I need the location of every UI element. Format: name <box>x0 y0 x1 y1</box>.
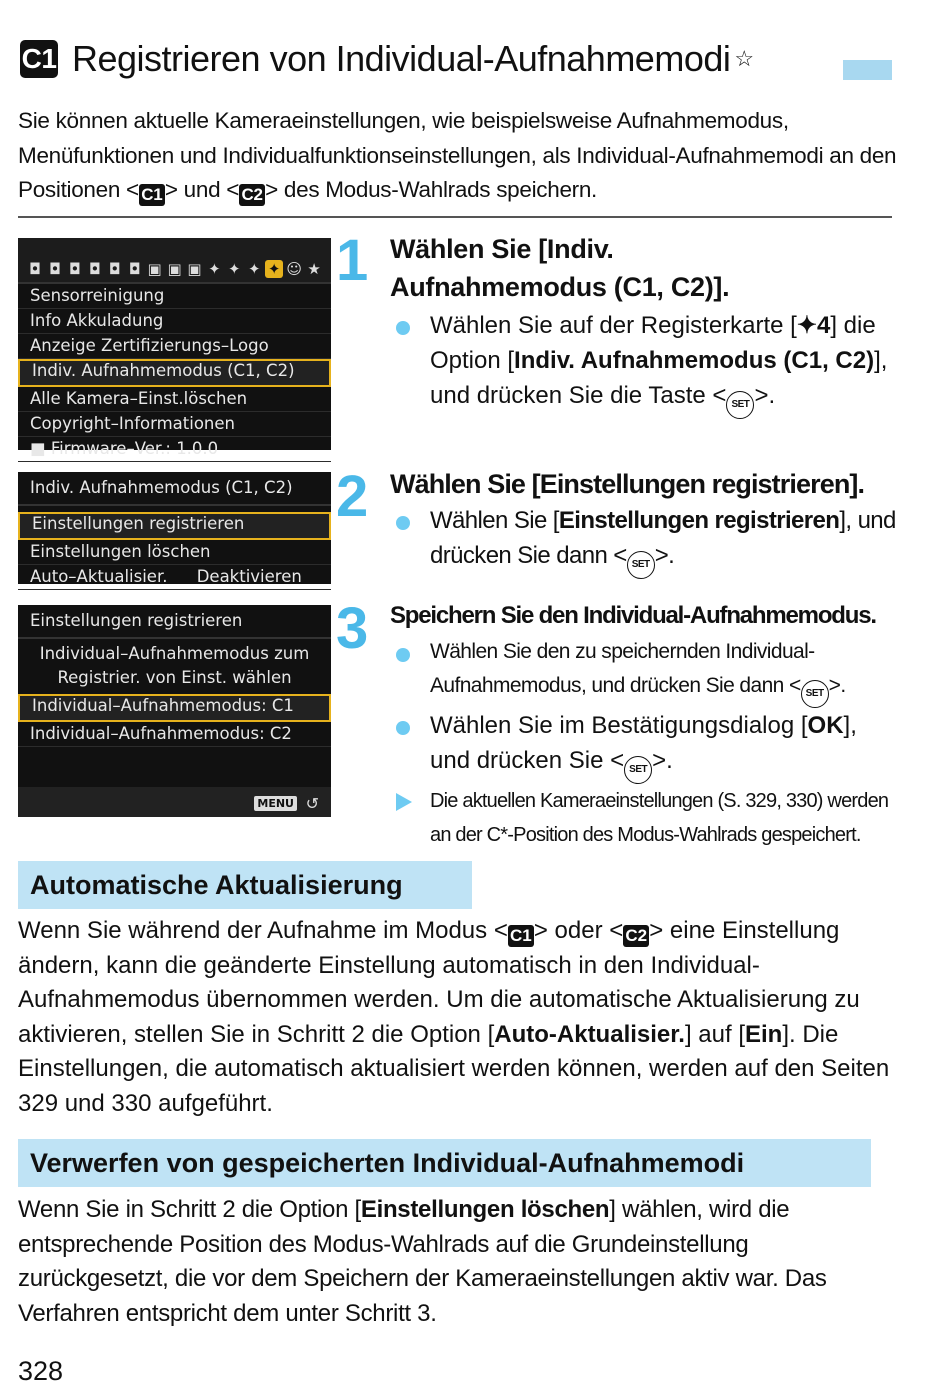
intro-text-3: > des Modus-Wahlrads speichern. <box>265 177 598 202</box>
step-bullet <box>390 308 890 419</box>
step-bullet <box>390 708 900 784</box>
tab-icon: ✦ <box>247 260 261 278</box>
bullet-text: Wählen Sie [ <box>430 507 559 534</box>
step-title: Speichern Sie den Individual-Aufnahmemodus. <box>390 602 876 629</box>
step-number: 3 <box>336 596 369 661</box>
step-3 <box>390 597 900 852</box>
para-text: ]. Die Einstellungen, die automatisch aktualisiert werden können, werden auf den Seiten 329 und 330 aufgeführt. <box>18 1020 890 1117</box>
page-title <box>20 38 754 80</box>
step-number: 2 <box>336 464 369 529</box>
bullet-bold: Einstellungen registrieren <box>558 507 840 534</box>
step-bullet <box>390 503 900 579</box>
star-icon: ☆ <box>734 46 754 71</box>
bullet-text: >. <box>828 674 846 697</box>
tab-icon: ◘ <box>48 260 61 278</box>
tab-icon: ◘ <box>88 260 101 278</box>
firmware-label: Firmware–Ver.: 1.0.0 <box>50 439 219 458</box>
camera-screen-register <box>18 472 331 584</box>
step-title: Wählen Sie [Indiv. Aufnahmemodus (C1, C2)]. <box>390 234 730 302</box>
page-number: 328 <box>18 1356 64 1386</box>
c1-mode-icon: C1 <box>508 925 534 947</box>
title-accent-bar <box>843 60 892 80</box>
menu-item-selected: Individual–Aufnahmemodus: C1 <box>18 694 331 722</box>
set-button-icon: SET <box>726 391 754 419</box>
tab-icon: ▣ <box>187 260 202 278</box>
menu-tab-bar <box>18 238 331 284</box>
menu-item-selected: Indiv. Aufnahmemodus (C1, C2) <box>18 359 331 387</box>
menu-item-firmware <box>18 437 331 462</box>
setup-tab-label: ✦4 <box>796 312 831 339</box>
section-paragraph <box>18 1193 898 1331</box>
step-bullet <box>390 635 900 708</box>
tab-icon: ◘ <box>68 260 81 278</box>
bullet-bold: Indiv. Aufnahmemodus (C1, C2) <box>514 347 875 374</box>
c1-mode-icon: C1 <box>20 40 58 78</box>
bullet-text: ], und drücken Sie < <box>430 712 857 774</box>
menu-item: Alle Kamera–Einst.löschen <box>18 387 331 412</box>
tab-icon: ★ <box>307 260 321 278</box>
c1-mode-icon: C1 <box>139 184 165 206</box>
menu-item-auto-update <box>18 565 331 590</box>
camera-screen-menu <box>18 238 331 458</box>
tab-icon: ▣ <box>147 260 162 278</box>
tab-icon: ◘ <box>108 260 121 278</box>
screen-instruction: Individual–Aufnahmemodus zum <box>39 644 310 663</box>
section-heading: Automatische Aktualisierung <box>18 861 472 909</box>
auto-update-value: Deaktivieren <box>196 567 302 586</box>
divider <box>18 216 892 218</box>
tab-icon: ✦ <box>228 260 241 278</box>
bullet-text: Wählen Sie auf der Registerkarte [ <box>430 312 797 339</box>
step-1 <box>390 230 890 419</box>
menu-item: Info Akkuladung <box>18 309 331 334</box>
menu-item: Sensorreinigung <box>18 284 331 309</box>
tab-icon: ☺ <box>286 260 302 278</box>
bullet-text: ] die Option [ <box>430 312 876 374</box>
bullet-text: >. <box>652 747 673 774</box>
section-paragraph <box>18 914 898 1122</box>
menu-item: Individual–Aufnahmemodus: C2 <box>18 722 331 747</box>
intro-paragraph <box>18 104 898 208</box>
screen-header: Einstellungen registrieren <box>18 605 331 639</box>
bullet-text: ], und drücken Sie die Taste < <box>430 347 888 409</box>
bullet-text: ], und drücken Sie dann < <box>430 507 896 569</box>
tab-icon: ◘ <box>128 260 141 278</box>
menu-item: Einstellungen löschen <box>18 540 331 565</box>
para-text: > eine Einstellung ändern, kann die geänderte Einstellung automatisch in den Individual-Aufnahmemodus übernommen werden. Um die automatische Aktualisierung zu aktivieren, stellen Sie in Schritt 2 die Option [ <box>18 917 860 1048</box>
para-bold: Einstellungen löschen <box>360 1196 610 1223</box>
page-title-text: Registrieren von Individual-Aufnahmemodi <box>72 38 731 79</box>
section-heading: Verwerfen von gespeicherten Individual-Aufnahmemodi <box>18 1139 871 1187</box>
para-bold: Ein <box>745 1020 783 1048</box>
intro-text-2: > und < <box>164 177 240 202</box>
set-button-icon: SET <box>627 551 655 579</box>
tab-icon-active: ✦ <box>265 260 283 278</box>
step-number: 1 <box>336 228 369 293</box>
menu-item: Copyright–Informationen <box>18 412 331 437</box>
tab-icon: ◘ <box>29 260 41 278</box>
bullet-text: Wählen Sie den zu speichernden Individual-Aufnahmemodus, und drücken Sie dann < <box>430 640 815 697</box>
para-text: ] wählen, wird die entsprechende Position des Modus-Wahlrads auf die Grundeinstellung zurückgesetzt, die vor dem Speichern der Kameraeinstellungen aktiv war. Das Verfahren entspricht dem unter Schritt 3. <box>18 1196 827 1327</box>
screen-header: Indiv. Aufnahmemodus (C1, C2) <box>18 472 331 506</box>
screen-instruction: Registrier. von Einst. wählen <box>57 668 292 687</box>
para-text: ] auf [ <box>684 1020 745 1048</box>
screen-footer <box>18 787 331 817</box>
step-result: Die aktuellen Kameraeinstellungen (S. 329, 330) werden an der C*-Position des Modus-Wahlrads gespeichert. <box>390 784 900 852</box>
para-text: Wenn Sie während der Aufnahme im Modus < <box>18 917 508 944</box>
auto-update-label: Auto–Aktualisier. <box>30 567 168 586</box>
para-text: Wenn Sie in Schritt 2 die Option [ <box>18 1196 361 1223</box>
bullet-text: >. <box>654 542 675 569</box>
c2-mode-icon: C2 <box>239 184 265 206</box>
bullet-text: Wählen Sie im Bestätigungsdialog [ <box>430 712 808 739</box>
menu-item: Anzeige Zertifizierungs–Logo <box>18 334 331 359</box>
camera-screen-save <box>18 605 331 817</box>
tab-icon: ▣ <box>167 260 182 278</box>
set-button-icon: SET <box>801 680 829 708</box>
menu-item-selected: Einstellungen registrieren <box>18 512 331 540</box>
para-text: > oder < <box>533 917 624 944</box>
step-2 <box>390 465 900 579</box>
c2-mode-icon: C2 <box>623 925 649 947</box>
bullet-text: >. <box>754 382 776 409</box>
back-icon: ↺ <box>305 794 319 813</box>
bullet-bold: OK <box>807 712 844 739</box>
set-button-icon: SET <box>624 756 652 784</box>
menu-button-label: MENU <box>254 796 297 811</box>
step-title: Wählen Sie [Einstellungen registrieren]. <box>390 469 865 499</box>
intro-text-1: Sie können aktuelle Kameraeinstellungen, wie beispielsweise Aufnahmemodus, Menüfunktionen und Individualfunktionseinstellungen, als Individual-Aufnahmemodi an den Positionen < <box>18 108 897 202</box>
para-bold: Auto-Aktualisier. <box>494 1020 685 1048</box>
camera-icon: ■ <box>30 439 46 458</box>
tab-icon: ✦ <box>208 260 221 278</box>
